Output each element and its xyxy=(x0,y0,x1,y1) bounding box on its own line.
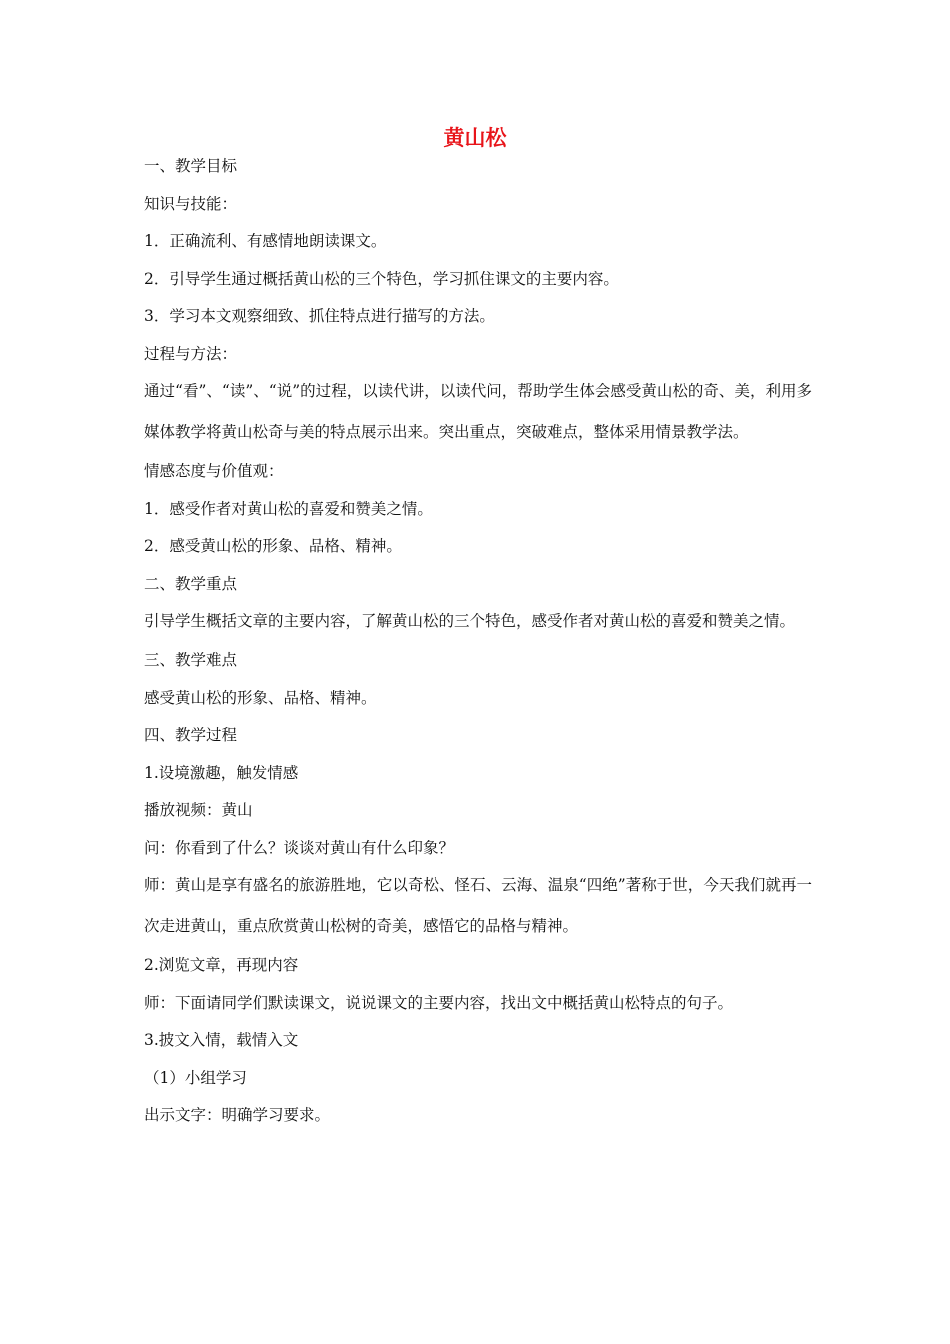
knowledge-item-1: 1．正确流利、有感情地朗读课文。 xyxy=(144,232,387,250)
difficulty-text: 感受黄山松的形象、品格、精神。 xyxy=(144,688,377,707)
focus-paragraph: 引导学生概括文章的主要内容，了解黄山松的三个特色，感受作者对黄山松的喜爱和赞美之情。 xyxy=(144,612,796,630)
group-study-line: （1）小组学习 xyxy=(144,1068,247,1087)
section-heading-difficulty: 三、教学难点 xyxy=(144,651,238,669)
step-3-heading: 3.披文入情，载情入文 xyxy=(144,1031,299,1049)
section-heading-focus: 二、教学重点 xyxy=(144,574,238,593)
teacher-paragraph: 师：黄山是享有盛名的旅游胜地，它以奇松、怪石、云海、温泉“四绝”著称于世，今天我们就再一次走进黄山，重点欣赏黄山松树的奇美，感悟它的品格与精神。 xyxy=(144,876,812,935)
step-1-heading: 1.设境激趣，触发情感 xyxy=(144,763,299,782)
teacher-instruction: 师：下面请同学们默读课文，说说课文的主要内容，找出文中概括黄山松特点的句子。 xyxy=(144,993,734,1012)
subheading-process: 过程与方法： xyxy=(144,344,238,363)
document-body xyxy=(144,148,812,1135)
knowledge-item-3: 3．学习本文观察细致、抓住特点进行描写的方法。 xyxy=(144,307,495,325)
question-line: 问：你看到了什么？谈谈对黄山有什么印象？ xyxy=(144,838,455,857)
subheading-emotion: 情感态度与价值观： xyxy=(144,462,284,480)
knowledge-item-2: 2．引导学生通过概括黄山松的三个特色，学习抓住课文的主要内容。 xyxy=(144,269,619,288)
document-title: 黄山松 xyxy=(443,125,507,150)
section-heading-objectives: 一、教学目标 xyxy=(144,157,238,175)
video-line: 播放视频：黄山 xyxy=(144,801,253,819)
process-paragraph: 通过“看”、“读”、“说”的过程，以读代讲，以读代问，帮助学生体会感受黄山松的奇、美，利用多媒体教学将黄山松奇与美的特点展示出来。突出重点，突破难点，整体采用情景教学法。 xyxy=(144,382,812,441)
show-text-line: 出示文字：明确学习要求。 xyxy=(144,1106,331,1124)
emotion-item-2: 2．感受黄山松的形象、品格、精神。 xyxy=(144,537,402,555)
subheading-knowledge: 知识与技能： xyxy=(144,194,238,213)
emotion-item-1: 1．感受作者对黄山松的喜爱和赞美之情。 xyxy=(144,499,433,518)
section-heading-process: 四、教学过程 xyxy=(144,726,238,744)
step-2-heading: 2.浏览文章，再现内容 xyxy=(144,956,299,974)
